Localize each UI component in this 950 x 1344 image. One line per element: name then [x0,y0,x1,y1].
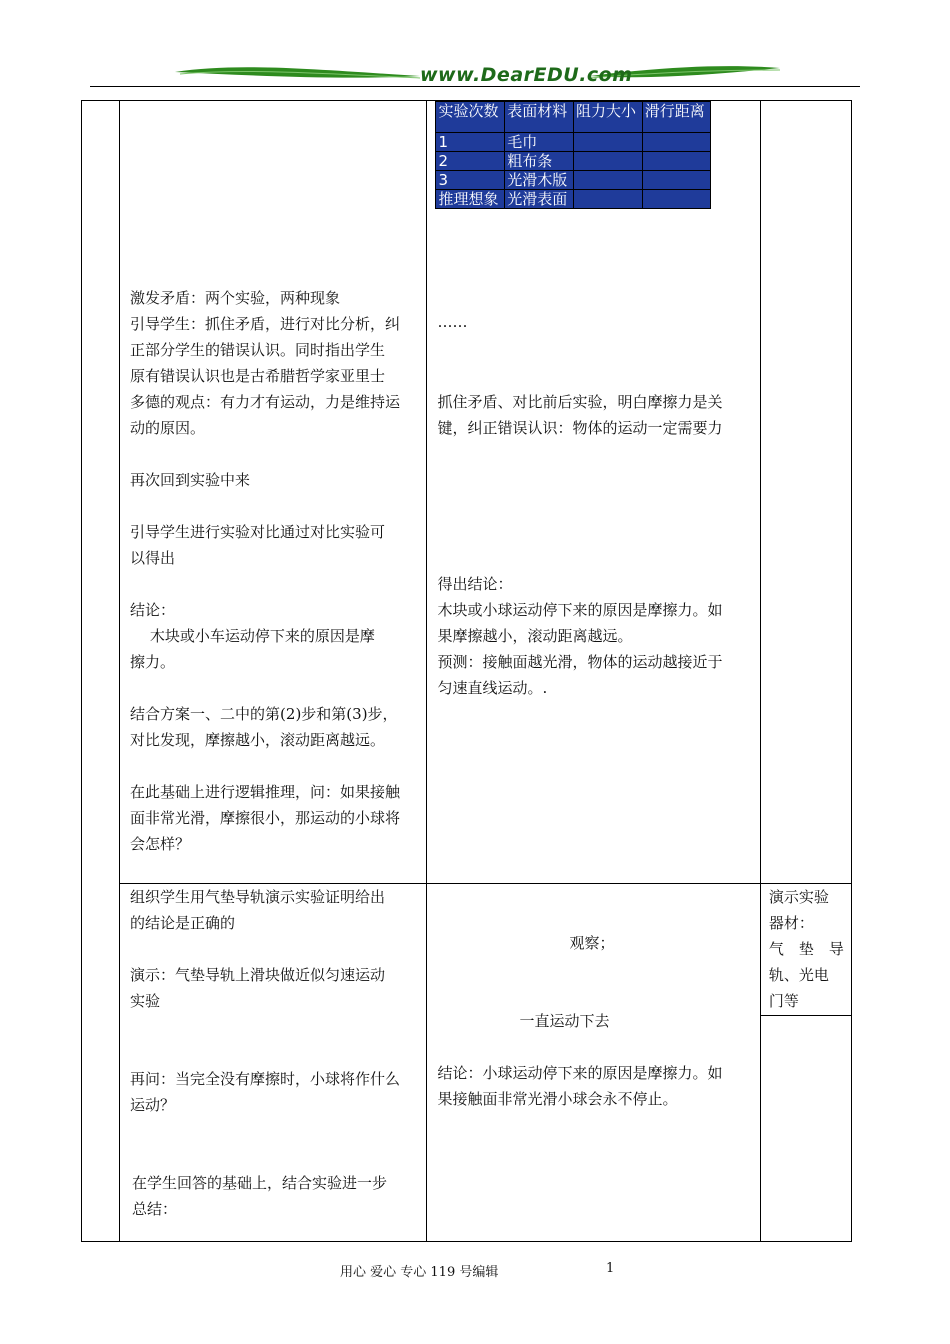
table-row [436,171,711,190]
text-line: 气 垫 导 [768,940,844,958]
text-line: 多德的观点：有力才有运动，力是维持运 [130,393,401,411]
text-line: 轨、光电 [768,966,829,984]
text-line: 会怎样？ [130,835,191,853]
page-number: 1 [606,1261,615,1276]
table-cell [642,152,711,171]
text-line: 键，纠正错误认识：物体的运动一定需要力 [437,419,723,437]
table-row [82,884,852,1016]
text-line: 果摩擦越小，滚动距离越远。 [437,627,633,645]
text-line: 再问：当完全没有摩擦时，小球将作什么 [130,1070,401,1088]
table-row [82,101,852,884]
equipment-cell [760,884,851,1016]
table-cell [642,171,711,190]
left-margin-cell [82,101,120,1242]
table-cell [642,133,711,152]
text-line: 组织学生用气垫导轨演示实验证明给出 [130,888,386,906]
table-header-cell: 阻力大小 [573,102,642,133]
text-line: 的结论是正确的 [130,914,236,932]
table-cell [573,152,642,171]
text-line: 在学生回答的基础上，结合实验进一步 [132,1174,388,1192]
text-line: 匀速直线运动。. [437,679,548,697]
text-line: 演示实验 [768,888,829,906]
text-line: 结论：小球运动停下来的原因是摩擦力。如 [437,1064,723,1082]
table-cell: 2 [436,152,505,171]
text-line: 观察； [569,934,615,952]
student-activity-cell [427,884,760,1242]
text-line: 原有错误认识也是古希腊哲学家亚里士 [130,367,386,385]
text-line: 器材： [768,914,814,932]
site-logo-text: www.DearEDU.com [420,64,633,86]
table-row [436,133,711,152]
notes-cell [760,1016,851,1242]
text-line: 果接触面非常光滑小球会永不停止。 [437,1090,678,1108]
text-line: 面非常光滑，摩擦很小，那运动的小球将 [130,809,401,827]
teacher-activity-cell [120,101,427,884]
text-line: 在此基础上进行逻辑推理，问：如果接触 [130,783,401,801]
table-cell: 3 [436,171,505,190]
teacher-activity-cell [120,884,427,1242]
table-cell: 毛巾 [505,133,574,152]
text-line: 对比发现，摩擦越小，滚动距离越远。 [130,731,386,749]
text-line: 演示：气垫导轨上滑块做近似匀速运动 [130,966,386,984]
text-line: 实验 [130,992,161,1010]
text-line: 结合方案一、二中的第(2)步和第(3)步， [130,705,398,723]
text-line: 抓住矛盾、对比前后实验，明白摩擦力是关 [437,393,723,411]
table-cell: 推理想象 [436,190,505,209]
table-row [436,152,711,171]
table-cell: 光滑木版 [505,171,574,190]
table-cell [573,190,642,209]
text-line: 动的原因。 [130,419,206,437]
text-line: 一直运动下去 [519,1012,610,1030]
text-line: 以得出 [130,549,176,567]
page-footer: 用心 爱心 专心 119 号编辑 [340,1265,499,1280]
table-header-cell: 滑行距离 [642,102,711,133]
table-row [436,190,711,209]
text-line: 再次回到实验中来 [130,471,251,489]
experiment-table [435,101,711,209]
ellipsis-text: …… [437,313,468,331]
table-cell: 1 [436,133,505,152]
text-line: 激发矛盾：两个实验，两种现象 [130,289,341,307]
text-line: 预测：接触面越光滑，物体的运动越接近于 [437,653,723,671]
header-rule [90,86,860,87]
notes-cell [760,101,851,884]
text-line: 总结： [132,1200,178,1218]
text-line: 木块或小车运动停下来的原因是摩 [130,627,375,645]
text-line: 擦力。 [130,653,176,671]
text-line: 引导学生进行实验对比通过对比实验可 [130,523,386,541]
table-cell [573,171,642,190]
table-header-row [436,102,711,133]
table-cell: 粗布条 [505,152,574,171]
text-line: 结论： [130,601,176,619]
text-line: 运动？ [130,1096,176,1114]
text-line: 引导学生：抓住矛盾，进行对比分析，纠 [130,315,401,333]
text-line: 木块或小球运动停下来的原因是摩擦力。如 [437,601,723,619]
table-header-cell: 表面材料 [505,102,574,133]
lesson-table [81,100,852,1242]
table-cell [573,133,642,152]
text-line: 得出结论： [437,575,513,593]
table-header-cell: 实验次数 [436,102,505,133]
table-cell [642,190,711,209]
text-line: 正部分学生的错误认识。同时指出学生 [130,341,386,359]
student-activity-cell [427,101,760,884]
text-line: 门等 [768,992,799,1010]
table-cell: 光滑表面 [505,190,574,209]
